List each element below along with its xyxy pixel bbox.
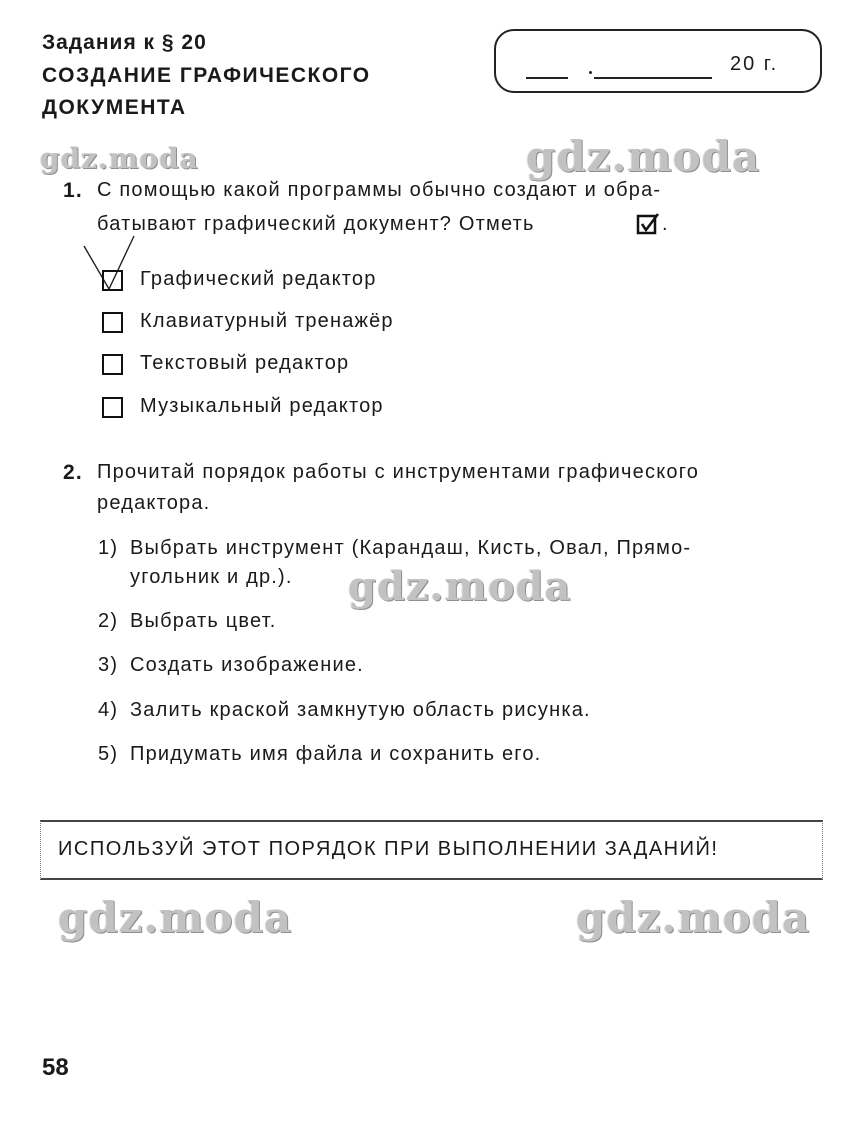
step-number: 5) (98, 743, 119, 765)
step-text: Придумать имя файла и сохранить его. (130, 743, 542, 765)
task1-number: 1. (63, 179, 83, 202)
watermark: gdz.moda (58, 893, 293, 942)
step-text: Выбрать цвет. (130, 610, 277, 632)
date-year-label: 20 г. (730, 53, 779, 75)
option-label: Графический редактор (140, 268, 377, 290)
watermark: gdz.moda (348, 563, 572, 610)
period: . (662, 213, 669, 235)
date-field (494, 29, 822, 93)
step-text-continued: угольник и др.). (130, 566, 293, 588)
date-month-line (594, 77, 712, 79)
watermark: gdz.moda (576, 893, 811, 942)
task1-question-line2: батывают графический документ? Отметь (97, 213, 535, 235)
step-text: Выбрать инструмент (Карандаш, Кисть, Овал, Прямо- (130, 537, 692, 559)
task2-number: 2. (63, 461, 83, 484)
step-number: 4) (98, 699, 119, 721)
checkmark-box-icon (636, 213, 660, 237)
watermark: gdz.moda (40, 142, 199, 175)
instruction-banner-text: ИСПОЛЬЗУЙ ЭТОТ ПОРЯДОК ПРИ ВЫПОЛНЕНИИ ЗАДАНИЙ! (58, 838, 719, 860)
option-label: Текстовый редактор (140, 352, 350, 374)
step-number: 2) (98, 610, 119, 632)
assignments-heading: Задания к § 20 (42, 31, 207, 54)
date-separator (589, 71, 592, 74)
date-day-line (526, 77, 568, 79)
page-title-line1: СОЗДАНИЕ ГРАФИЧЕСКОГО (42, 64, 371, 87)
option-checkbox-keyboard-trainer[interactable] (102, 312, 123, 333)
option-checkbox-graphic-editor[interactable] (102, 270, 123, 291)
option-label: Музыкальный редактор (140, 395, 384, 417)
step-text: Создать изображение. (130, 654, 364, 676)
option-label: Клавиатурный тренажёр (140, 310, 394, 332)
page-number: 58 (42, 1054, 69, 1081)
option-checkbox-text-editor[interactable] (102, 354, 123, 375)
step-number: 1) (98, 537, 119, 559)
step-number: 3) (98, 654, 119, 676)
option-checkbox-music-editor[interactable] (102, 397, 123, 418)
task2-intro-line2: редактора. (97, 492, 211, 514)
task2-intro-line1: Прочитай порядок работы с инструментами графического (97, 461, 700, 483)
watermark: gdz.moda (526, 132, 761, 181)
task1-question-line1: С помощью какой программы обычно создают и обра- (97, 179, 662, 201)
page-title-line2: ДОКУМЕНТА (42, 96, 187, 119)
step-text: Залить краской замкнутую область рисунка. (130, 699, 591, 721)
